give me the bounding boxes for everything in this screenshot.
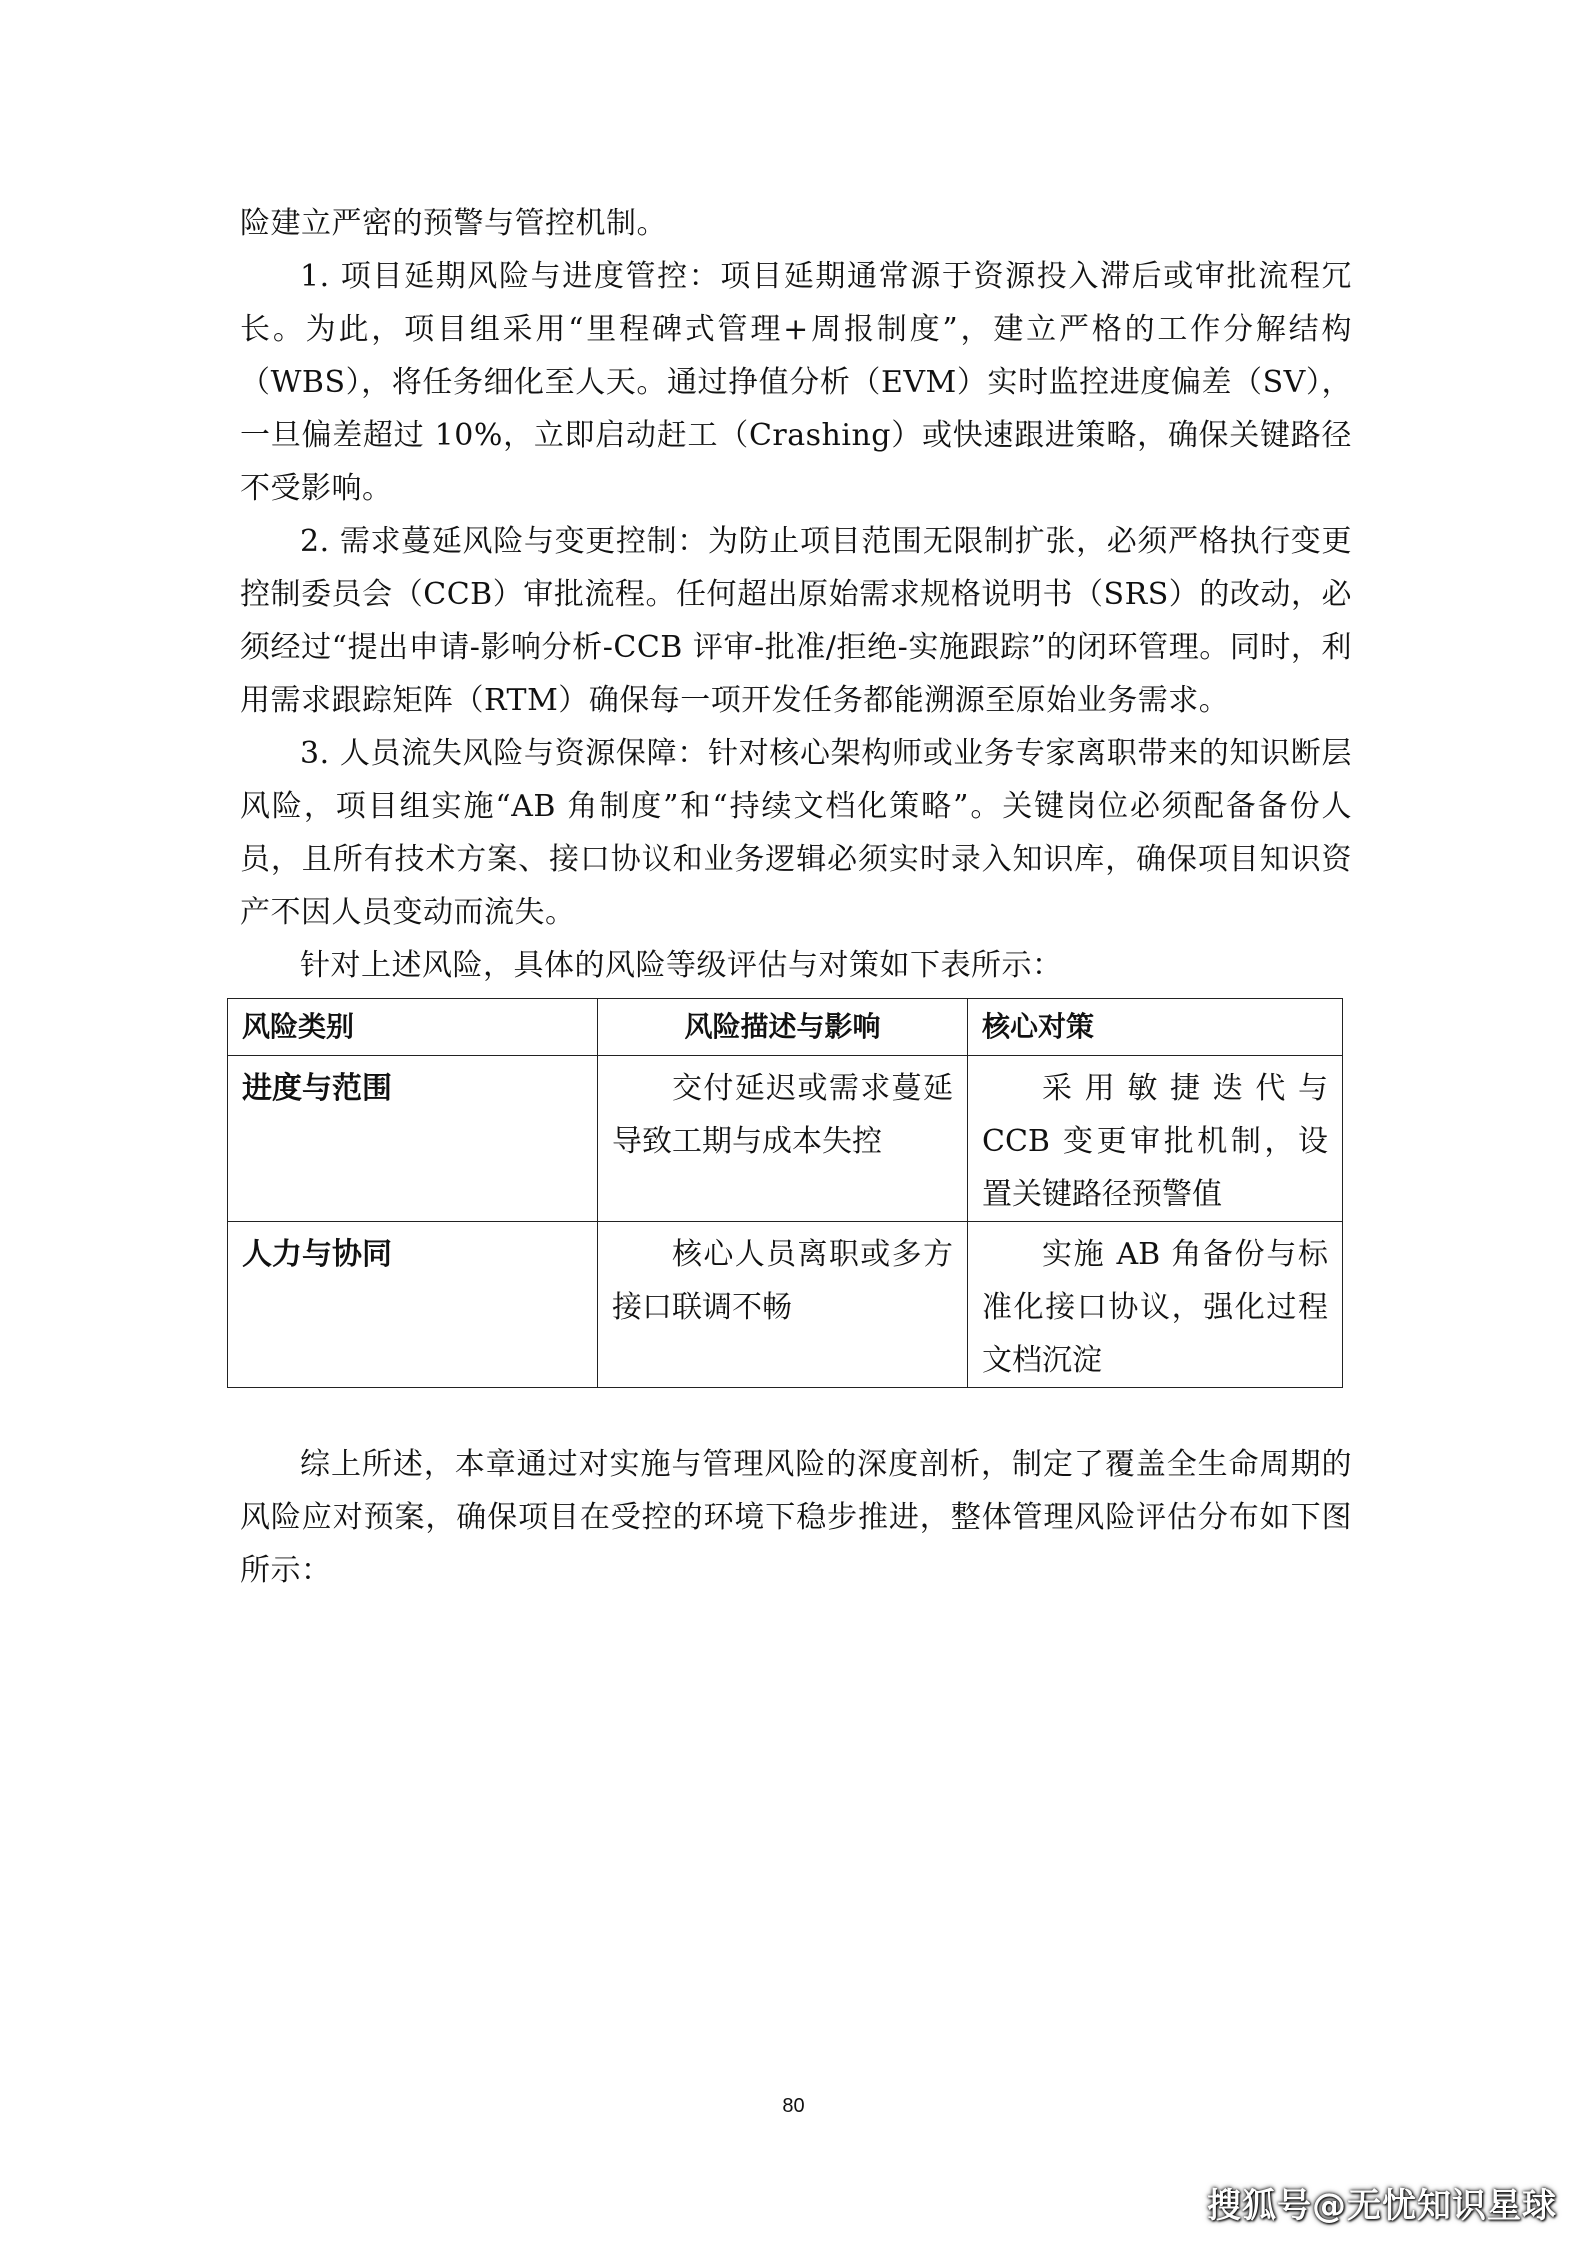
conclusion-paragraph: 综上所述，本章通过对实施与管理风险的深度剖析，制定了覆盖全生命周期的风险应对预案，确保项目在受控的环境下稳步推进，整体管理风险评估分布如下图所示： [240,1447,1352,1588]
row-countermeasure: 采用敏捷迭代与 CCB 变更审批机制，设置关键路径预警值 [968,1056,1343,1222]
row-countermeasure: 实施 AB 角备份与标准化接口协议，强化过程文档沉淀 [968,1222,1343,1388]
header-risk-category: 风险类别 [228,999,598,1056]
row-description: 交付延迟或需求蔓延导致工期与成本失控 [598,1056,968,1222]
page-number: 80 [782,2095,805,2117]
row-category: 进度与范围 [228,1056,598,1222]
risk-item-1: 1. 项目延期风险与进度管控：项目延期通常源于资源投入滞后或审批流程冗长。为此，项目组采用“里程碑式管理+周报制度”，建立严格的工作分解结构（WBS），将任务细化至人天。通过挣值分析（EVM）实时监控进度偏差（SV），一旦偏差超过 10%，立即启动赶工（Crashing）或快速跟进策略，确保关键路径不受影响。 [240,259,1352,506]
body-text-top [240,197,1352,992]
intro-line: 险建立严密的预警与管控机制。 [240,206,667,241]
header-countermeasure: 核心对策 [968,999,1343,1056]
risk-table [227,998,1343,1388]
watermark: 搜狐号@无忧知识星球 [1207,2186,1557,2226]
body-text-bottom [240,1438,1352,1597]
table-row [228,1222,1343,1388]
row-category: 人力与协同 [228,1222,598,1388]
table-row [228,1056,1343,1222]
risk-item-2: 2. 需求蔓延风险与变更控制：为防止项目范围无限制扩张，必须严格执行变更控制委员会（CCB）审批流程。任何超出原始需求规格说明书（SRS）的改动，必须经过“提出申请-影响分析-CCB 评审-批准/拒绝-实施跟踪”的闭环管理。同时，利用需求跟踪矩阵（RTM）确保每一项开发任务都能溯源至原始业务需求。 [240,524,1352,718]
table-intro: 针对上述风险，具体的风险等级评估与对策如下表所示： [300,948,1063,983]
risk-item-3: 3. 人员流失风险与资源保障：针对核心架构师或业务专家离职带来的知识断层风险，项目组实施“AB 角制度”和“持续文档化策略”。关键岗位必须配备备份人员，且所有技术方案、接口协议和业务逻辑必须实时录入知识库，确保项目知识资产不因人员变动而流失。 [240,736,1352,930]
row-description: 核心人员离职或多方接口联调不畅 [598,1222,968,1388]
table-header-row [228,999,1343,1056]
header-risk-description: 风险描述与影响 [598,999,968,1056]
